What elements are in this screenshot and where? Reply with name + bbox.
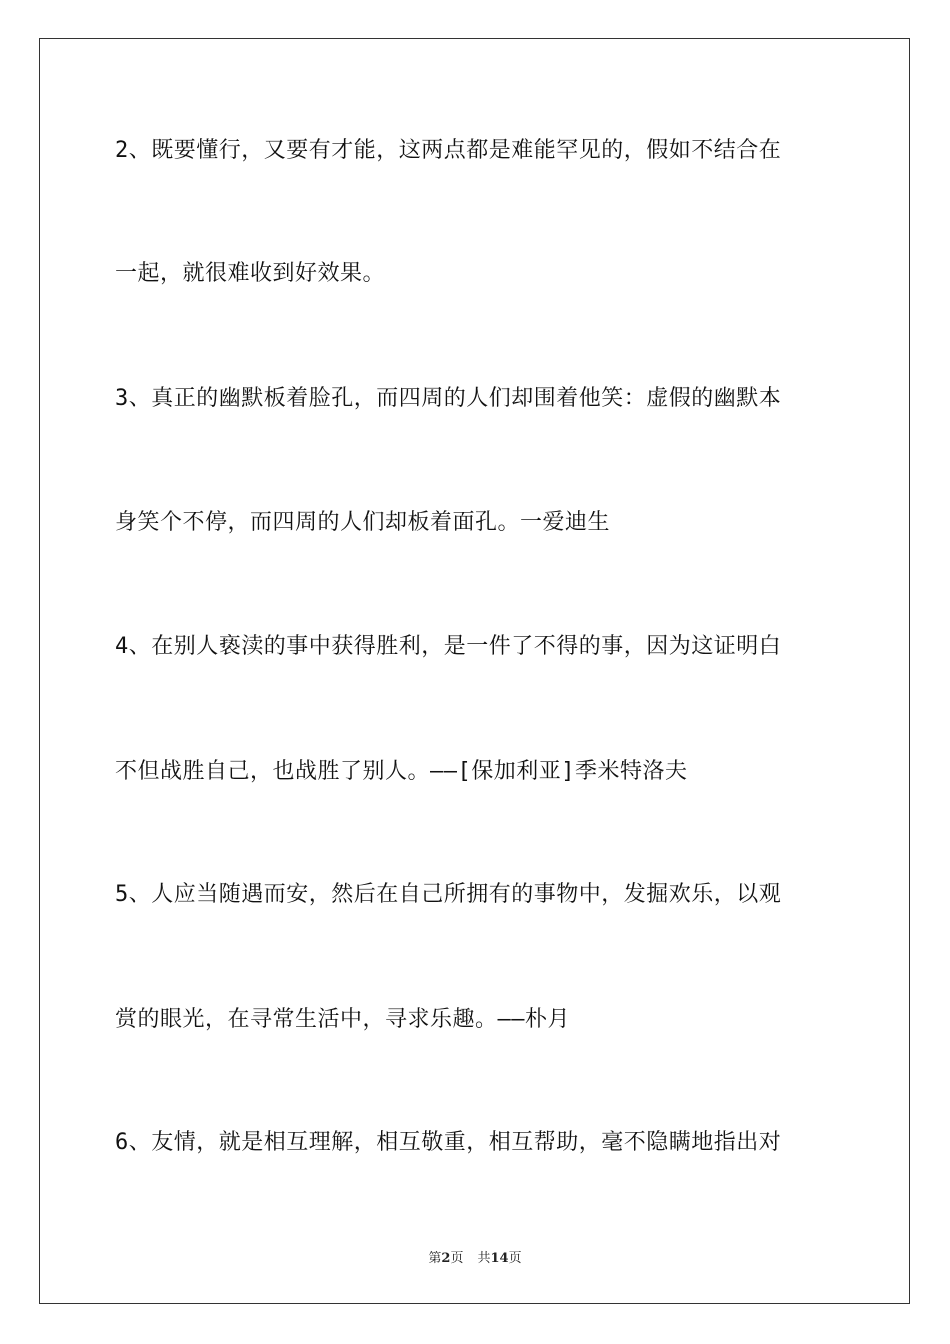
total-suffix: 页 [508,1251,522,1266]
text-line-3: 3、真正的幽默板着脸孔，而四周的人们却围着他笑：虚假的幽默本 [115,386,782,411]
page-footer [0,1247,950,1266]
page-suffix: 页 [450,1251,464,1266]
text-line-4: 身笑个不停，而四周的人们却板着面孔。一爱迪生 [115,510,611,535]
page-prefix: 第 [428,1251,442,1266]
page-number: 2 [441,1251,451,1266]
text-line-2: 一起，就很难收到好效果。 [115,261,386,286]
text-line-5: 4、在别人亵渎的事中获得胜利，是一件了不得的事，因为这证明白 [115,634,782,659]
text-line-1: 2、既要懂行，又要有才能，这两点都是难能罕见的，假如不结合在 [115,138,782,163]
total-pages: 14 [490,1251,509,1266]
text-line-8: 赏的眼光，在寻常生活中，寻求乐趣。——朴月 [115,1007,570,1032]
text-line-6: 不但战胜自己，也战胜了别人。——[保加利亚]季米特洛夫 [115,759,688,784]
text-line-7: 5、人应当随遇而安，然后在自己所拥有的事物中，发掘欢乐，以观 [115,882,782,907]
page-border [39,38,910,1304]
text-line-9: 6、友情，就是相互理解，相互敬重，相互帮助，毫不隐瞒地指出对 [115,1130,782,1155]
total-prefix: 共 [477,1251,491,1266]
